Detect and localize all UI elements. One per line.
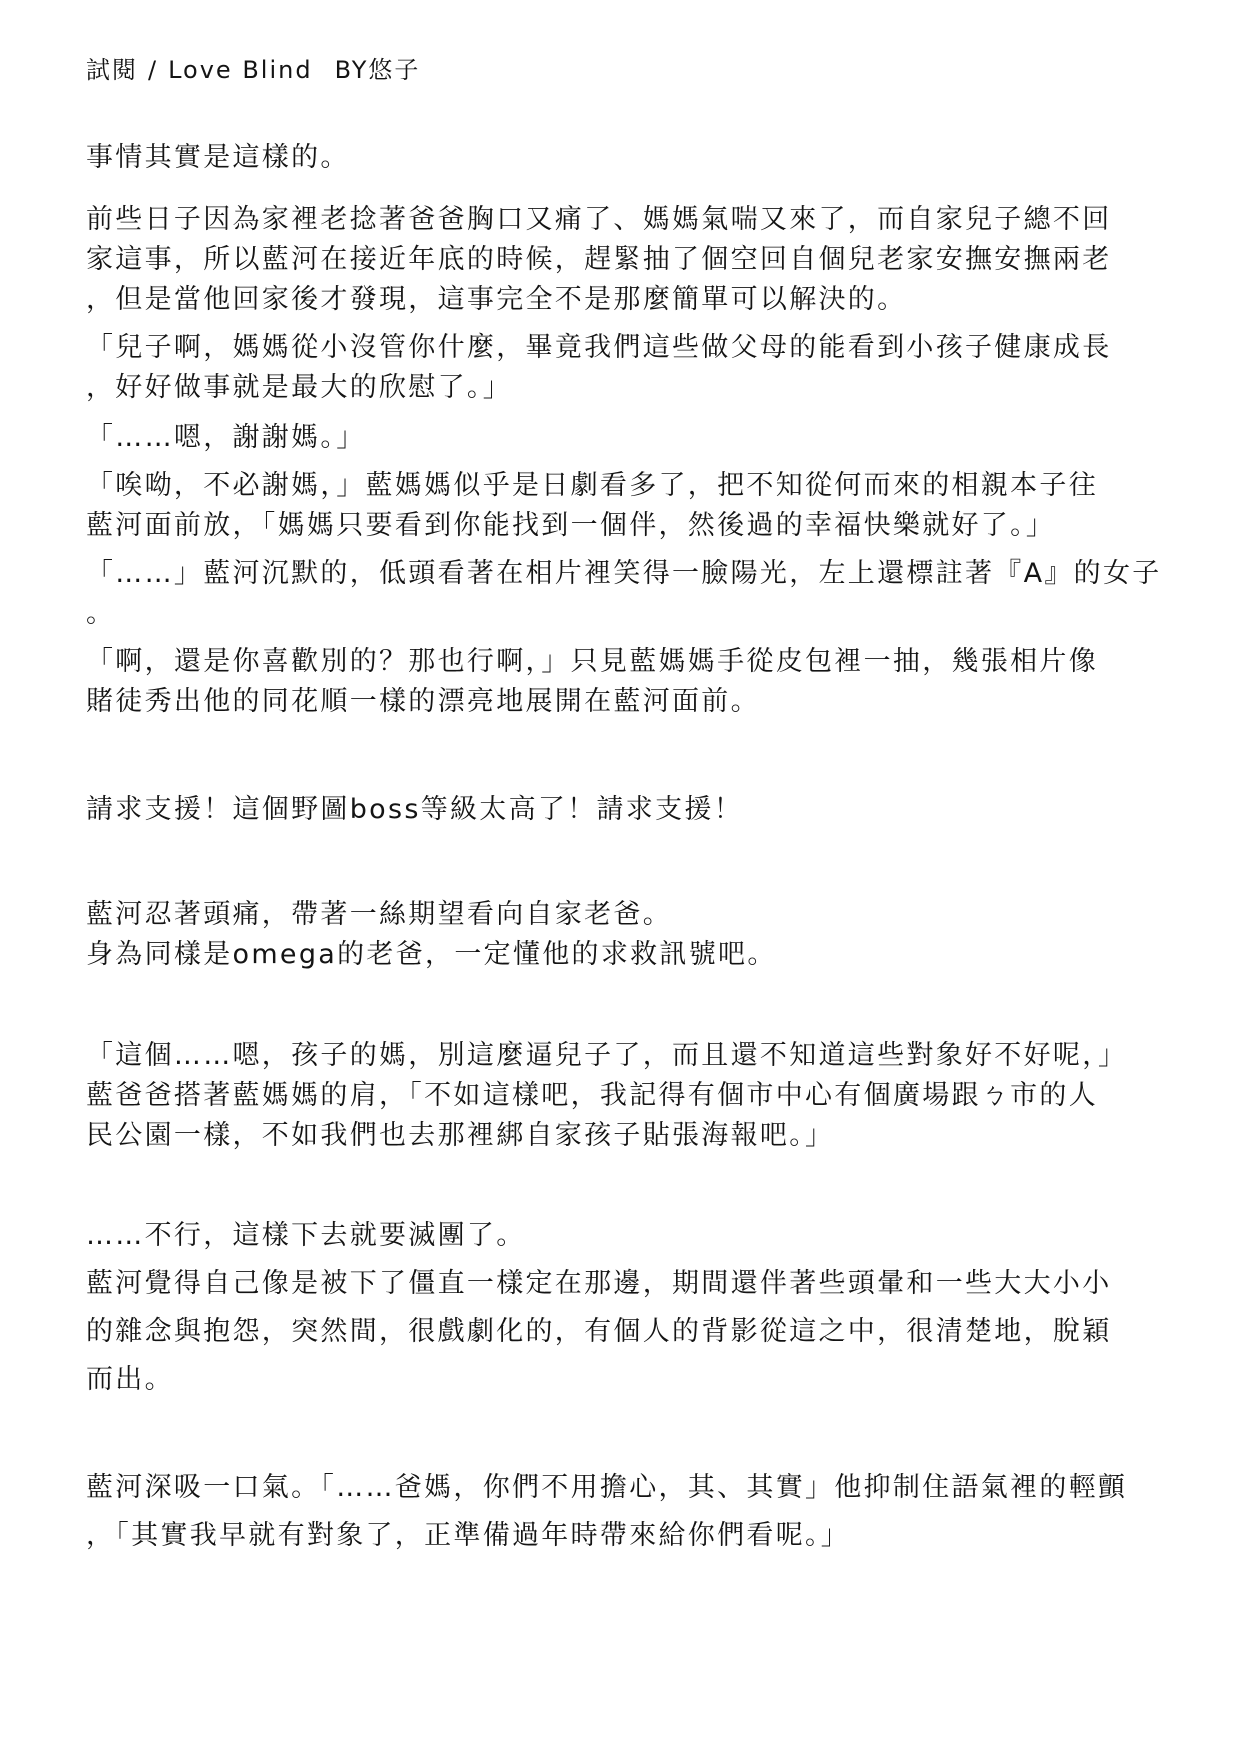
text-line: ，但是當他回家後才發現，這事完全不是那麼簡單可以解決的。: [86, 284, 907, 315]
text-line: 的雜念與抱怨，突然間，很戲劇化的，有個人的背影從這之中，很清楚地，脫穎: [86, 1316, 1112, 1347]
text-line: 「……嗯，謝謝媽。」: [86, 422, 366, 453]
text-line: 。: [86, 598, 116, 629]
header-separator: /: [148, 56, 159, 84]
text-line: 而出。: [86, 1364, 174, 1395]
text-line: 藍爸爸搭著藍媽媽的肩，「不如這樣吧，我記得有個市中心有個廣場跟ㄅ市的人: [86, 1080, 1098, 1111]
text-line: 藍河忍著頭痛，帶著一絲期望看向自家老爸。: [86, 899, 672, 930]
preview-label: 試閱: [86, 56, 138, 84]
book-title: Love Blind: [168, 56, 313, 84]
text-line: 家這事，所以藍河在接近年底的時候，趕緊抽了個空回自個兒老家安撫安撫兩老: [86, 244, 1112, 275]
author-credit: BY悠子: [334, 56, 421, 84]
text-line: 藍河覺得自己像是被下了僵直一樣定在那邊，期間還伴著些頭暈和一些大大小小: [86, 1268, 1112, 1299]
text-line: 民公園一樣，不如我們也去那裡綁自家孩子貼張海報吧。」: [86, 1120, 835, 1151]
text-line: 「兒子啊，媽媽從小沒管你什麼，畢竟我們這些做父母的能看到小孩子健康成長: [86, 332, 1112, 363]
text-line: 前些日子因為家裡老捻著爸爸胸口又痛了、媽媽氣喘又來了，而自家兒子總不回: [86, 204, 1112, 235]
text-line: 「啊，還是你喜歡別的？那也行啊，」只見藍媽媽手從皮包裡一抽，幾張相片像: [86, 646, 1098, 677]
text-line: 「唉呦，不必謝媽，」藍媽媽似乎是日劇看多了，把不知從何而來的相親本子往: [86, 470, 1098, 501]
text-line: ，「其實我早就有對象了，正準備過年時帶來給你們看呢。」: [86, 1520, 851, 1551]
text-line: 請求支援！這個野圖boss等級太高了！請求支援！: [86, 794, 743, 825]
text-line: 賭徒秀出他的同花順一樣的漂亮地展開在藍河面前。: [86, 686, 760, 717]
text-line: 「這個……嗯，孩子的媽，別這麼逼兒子了，而且還不知道這些對象好不好呢，」: [86, 1040, 1128, 1071]
text-line: 「……」藍河沉默的，低頭看著在相片裡笑得一臉陽光，左上還標註著『A』的女子: [86, 558, 1162, 589]
text-line: 藍河深吸一口氣。「……爸媽，你們不用擔心，其、其實」他抑制住語氣裡的輕顫: [86, 1472, 1128, 1503]
text-line: 事情其實是這樣的。: [86, 142, 350, 173]
page-header: [86, 50, 420, 85]
text-line: ……不行，這樣下去就要滅團了。: [86, 1220, 526, 1251]
text-line: 藍河面前放，「媽媽只要看到你能找到一個伴，然後過的幸福快樂就好了。」: [86, 510, 1056, 541]
text-line: 身為同樣是omega的老爸，一定懂他的求救訊號吧。: [86, 939, 777, 970]
text-line: ，好好做事就是最大的欣慰了。」: [86, 372, 512, 403]
